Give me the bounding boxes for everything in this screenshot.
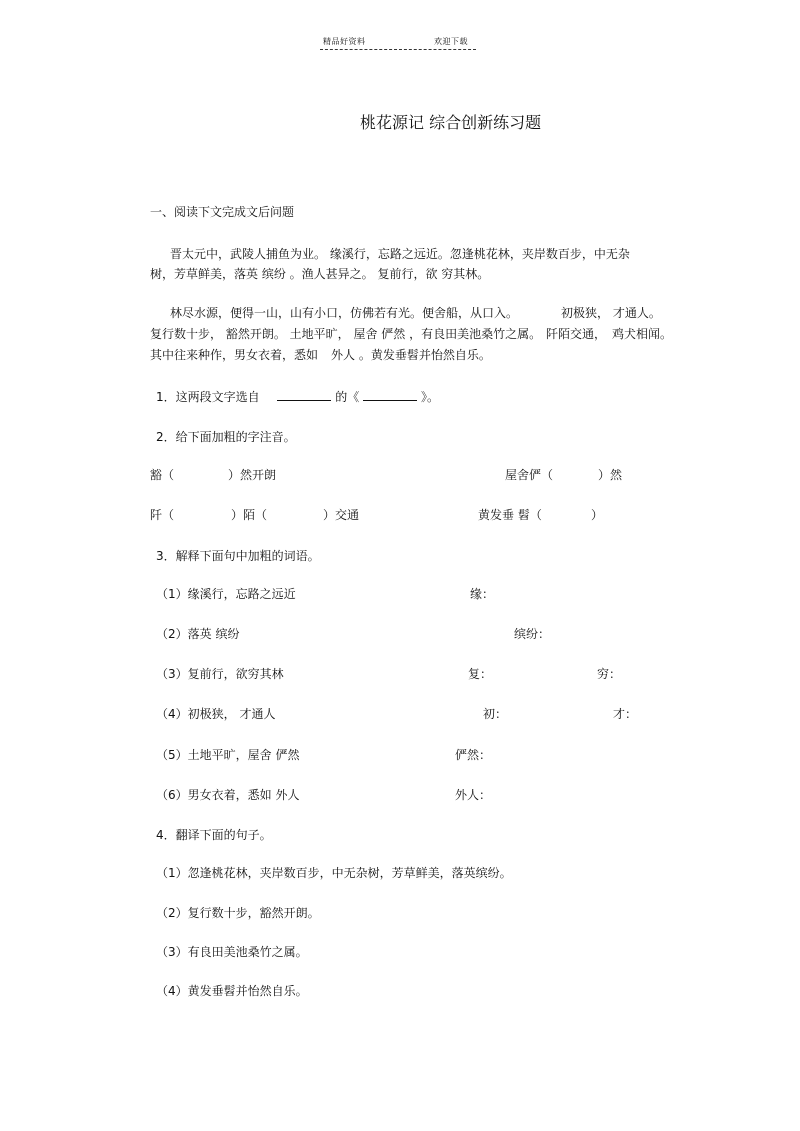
passage-p2-line2c: 鸡犬相闻。 [612,327,673,341]
page-title: 桃花源记 综合创新练习题 [360,113,542,132]
q3-item-5-key: 俨然： [455,748,492,762]
passage-p2-line2a: 复行数十步， 豁然开朗。 土地平旷， 屋舍 俨然 ，有良田美池桑竹之属。 [150,327,542,341]
q3-item-3-key1: 复： [468,667,493,681]
q2-row2-c: ）交通 [323,508,360,522]
q3-item-6-text: （6）男女衣着，悉如 外人 [156,788,300,802]
q3-item-4-text: （4）初极狭， 才通人 [156,707,276,721]
q2-row1-d: ）然 [598,468,623,482]
q2-row2-b: ）陌（ [231,508,268,522]
q3-item-1-text: （1）缘溪行，忘路之远近 [156,587,296,601]
q3-item-1-key: 缘： [470,587,495,601]
q2-row2-a: 阡（ [150,508,175,522]
q1-blank-author[interactable] [277,389,331,401]
q3-item-2-text: （2）落英 缤纷 [156,627,240,641]
passage-p2-line1a: 林尽水源，便得一山，山有小口，仿佛若有光。便舍船，从口入。 [170,306,519,320]
q4-item-2: （2）复行数十步，豁然开朗。 [156,906,320,920]
q3-item-3-text: （3）复前行，欲穷其林 [156,667,284,681]
q4-item-3: （3）有良田美池桑竹之属。 [156,945,308,959]
q2-row1-a: 豁（ [150,468,175,482]
question-3-label: 3．解释下面句中加粗的词语。 [156,549,320,563]
q2-row1-b: ）然开朗 [228,468,277,482]
header-divider [320,49,476,50]
q3-item-5-text: （5）土地平旷，屋舍 俨然 [156,748,300,762]
q3-item-6-key: 外人： [455,788,492,802]
q1-prefix: 1．这两段文字选自 [156,390,260,404]
passage-p1-line2: 树，芳草鲜美，落英 缤纷 。渔人甚异之。 复前行，欲 穷其林。 [150,267,490,281]
q3-item-4-key2: 才： [613,707,638,721]
section-heading: 一、阅读下文完成文后问题 [150,205,295,219]
q3-item-2-key: 缤纷： [514,627,551,641]
passage-p2-line3a: 其中往来种作，男女衣着，悉如 [150,348,319,362]
question-4-label: 4．翻译下面的句子。 [156,828,272,842]
question-1 [156,388,439,405]
passage-p2-line1b: 初极狭， 才通人。 [561,306,661,320]
passage-p1-line1: 晋太元中，武陵人捕鱼为业。 缘溪行，忘路之远近。忽逢桃花林，夹岸数百步，中无杂 [170,247,630,261]
q1-blank-work[interactable] [363,389,417,401]
q1-mid: 的《 [335,390,360,404]
passage-p2-line2b: 阡陌交通， [546,327,607,341]
q4-item-1: （1）忽逢桃花林，夹岸数百步，中无杂树，芳草鲜美，落英缤纷。 [156,866,512,880]
header-right-text: 欢迎下载 [434,37,468,46]
q1-suffix: 》。 [420,390,439,404]
q4-item-4: （4）黄发垂髫并怡然自乐。 [156,984,308,998]
q3-item-3-key2: 穷： [597,667,622,681]
q3-item-4-key1: 初： [483,707,508,721]
header-left-text: 精品好资料 [323,37,366,46]
q2-row1-c: 屋舍俨（ [505,468,554,482]
passage-p2-line3b: 外人 。黄发垂髫并怡然自乐。 [331,348,491,362]
q2-row2-e: ） [591,508,604,522]
q2-row2-d: 黄发垂 髫（ [478,508,542,522]
question-2-label: 2．给下面加粗的字注音。 [156,430,296,444]
